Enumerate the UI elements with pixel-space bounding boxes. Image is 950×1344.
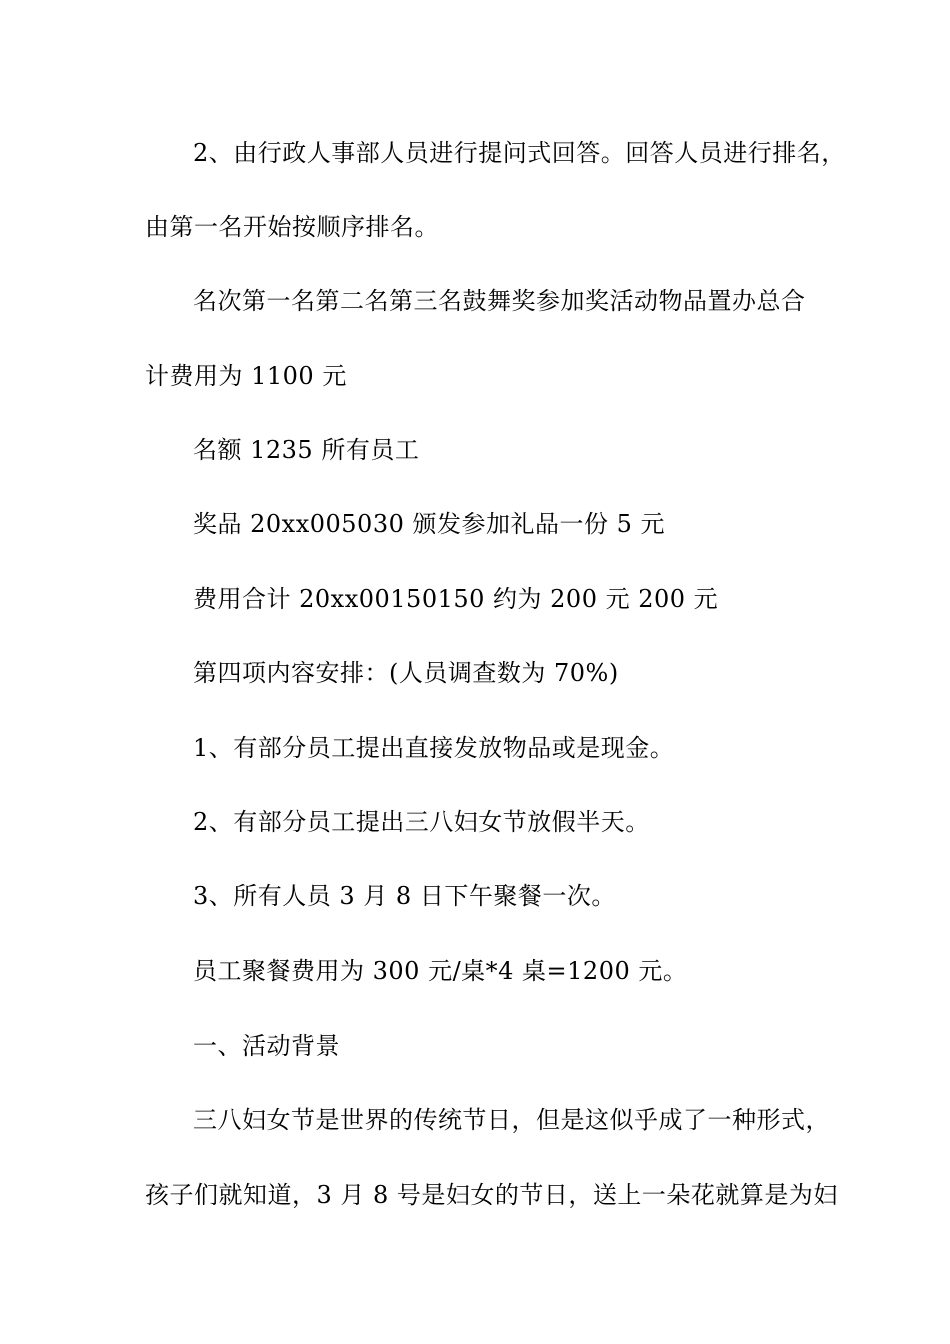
- paragraph-line: 奖品 20xx005030 颁发参加礼品一份 5 元: [193, 510, 666, 538]
- paragraph-line: 1、有部分员工提出直接发放物品或是现金。: [193, 734, 675, 762]
- paragraph-line: 2、由行政人事部人员进行提问式回答。回答人员进行排名，: [193, 139, 846, 167]
- paragraph-line: 孩子们就知道，3 月 8 号是妇女的节日，送上一朵花就算是为妇: [145, 1181, 838, 1209]
- paragraph-line: 计费用为 1100 元: [145, 362, 347, 390]
- paragraph-line: 由第一名开始按顺序排名。: [145, 213, 439, 241]
- paragraph-line: 2、有部分员工提出三八妇女节放假半天。: [193, 808, 650, 836]
- paragraph-line: 名额 1235 所有员工: [193, 436, 420, 464]
- paragraph-line: 三八妇女节是世界的传统节日，但是这似乎成了一种形式，: [193, 1106, 830, 1134]
- paragraph-line: 第四项内容安排：(人员调查数为 70%): [193, 659, 619, 687]
- paragraph-line: 3、所有人员 3 月 8 日下午聚餐一次。: [193, 882, 616, 910]
- paragraph-line: 名次第一名第二名第三名鼓舞奖参加奖活动物品置办总合: [193, 287, 806, 315]
- section-heading: 一、活动背景: [193, 1032, 340, 1060]
- paragraph-line: 费用合计 20xx00150150 约为 200 元 200 元: [193, 585, 719, 613]
- paragraph-line: 员工聚餐费用为 300 元/桌*4 桌=1200 元。: [193, 957, 688, 985]
